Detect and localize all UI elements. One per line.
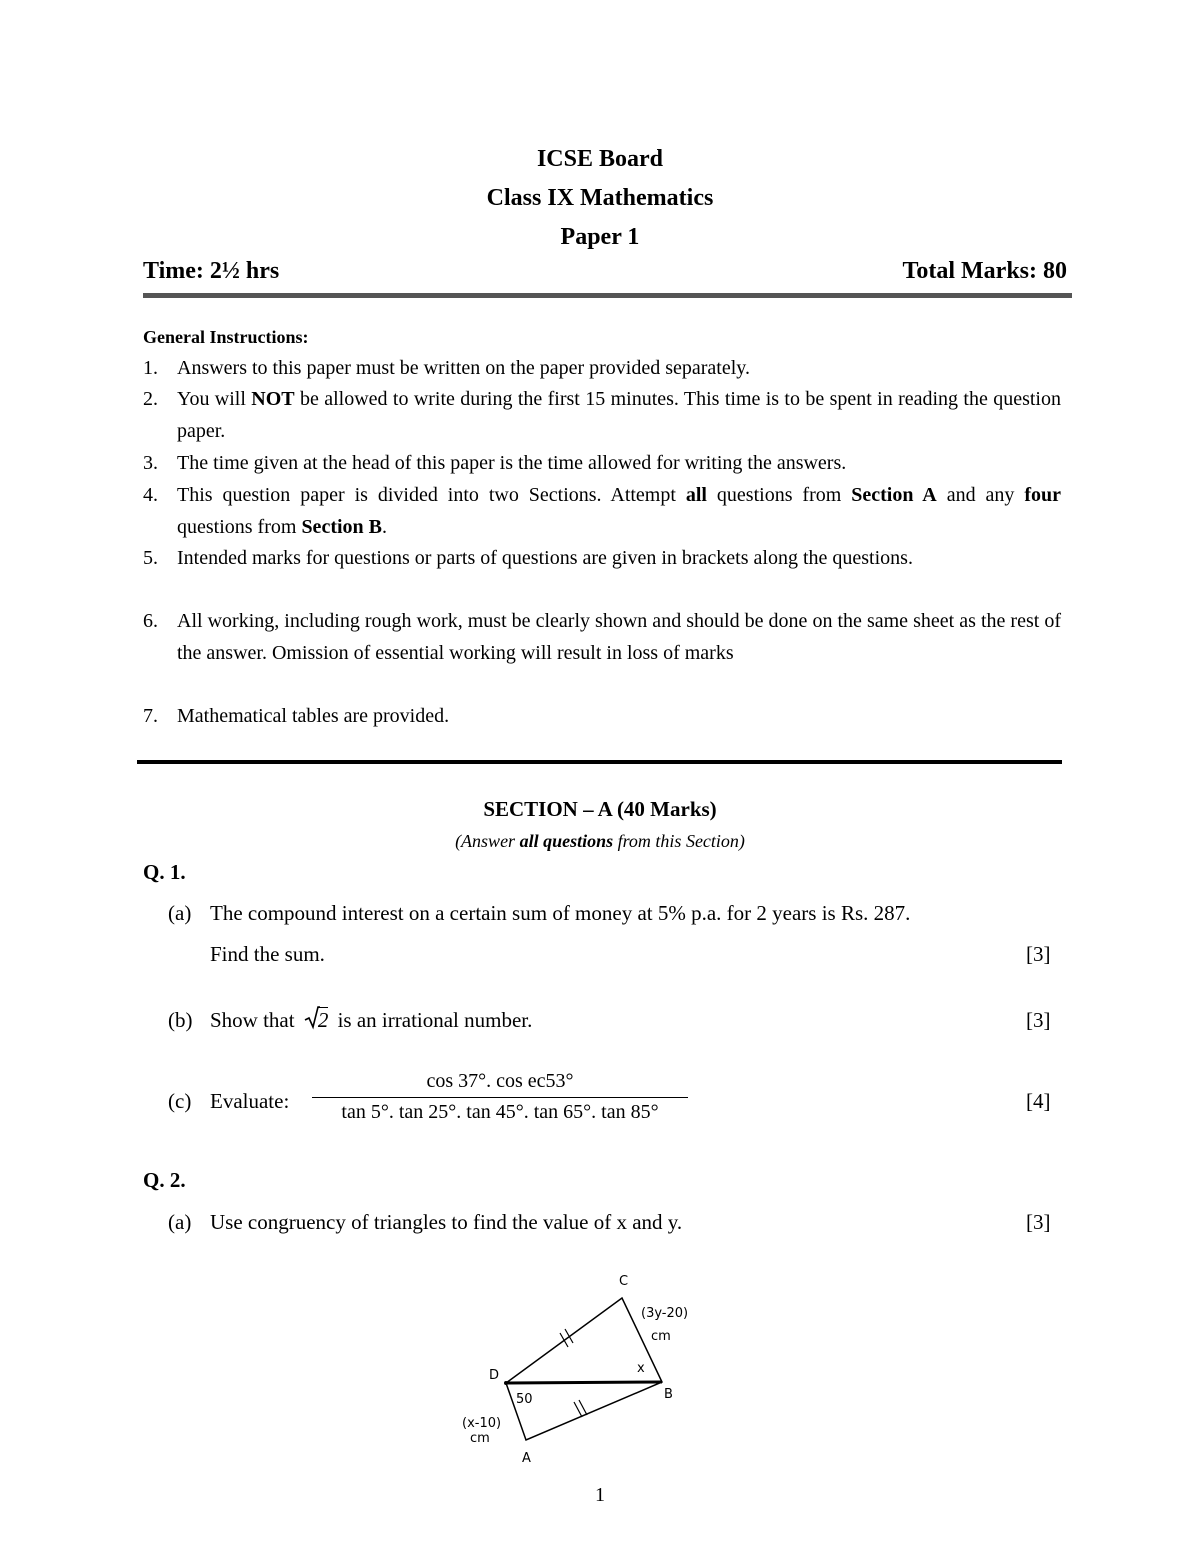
fraction-numerator: cos 37°. cos ec53°: [426, 1070, 574, 1092]
page-number: 1: [595, 1484, 605, 1506]
instruction-number: 2.: [143, 388, 158, 410]
fraction-denominator: tan 5°. tan 25°. tan 45°. tan 65°. tan 85°: [341, 1101, 659, 1123]
triangle-diagram: [440, 1265, 740, 1470]
label-cb-unit: cm: [651, 1329, 671, 1344]
label-b: B: [664, 1387, 673, 1402]
sqrt-symbol: 2: [304, 1008, 329, 1033]
board-title: ICSE Board: [536, 146, 664, 172]
q1a-text: The compound interest on a certain sum of money at 5% p.a. for 2 years is Rs. 287.: [210, 901, 911, 925]
question-1-label: Q. 1.: [143, 860, 186, 884]
section-a-title: SECTION – A (40 Marks): [483, 797, 717, 821]
label-d: D: [489, 1368, 500, 1383]
subject-title: Class IX Mathematics: [486, 185, 714, 211]
instructions-heading: General Instructions:: [143, 327, 309, 347]
point-d: [504, 1381, 508, 1385]
instruction-item: [143, 384, 1061, 447]
time-allowed: Time: 2½ hrs: [143, 258, 280, 284]
label-c: C: [619, 1274, 629, 1289]
q2a-label: (a): [168, 1210, 192, 1234]
label-cb-length: (3y-20): [641, 1306, 689, 1321]
instruction-text: You will NOT be allowed to write during the first 15 minutes. This time is to be spent in reading the question paper.: [177, 388, 1061, 442]
paper-title: Paper 1: [560, 224, 640, 250]
instruction-item: [143, 353, 1061, 385]
instruction-item: [143, 606, 1061, 669]
q1b-text: Show that 2 is an irrational number.: [210, 1008, 533, 1032]
q1c-text: Evaluate:: [210, 1089, 290, 1113]
q2a-text: Use congruency of triangles to find the value of x and y.: [210, 1210, 683, 1234]
instruction-number: 5.: [143, 547, 158, 569]
header-rule: [143, 293, 1072, 298]
instruction-text: Mathematical tables are provided.: [177, 705, 450, 727]
instruction-text: This question paper is divided into two Sections. Attempt all questions from Section A and any four questions from Section B.: [177, 484, 1061, 538]
instruction-number: 1.: [143, 357, 158, 379]
fraction-bar: [312, 1097, 688, 1098]
instruction-text: Intended marks for questions or parts of questions are given in brackets along the questions.: [177, 547, 913, 569]
question-2-label: Q. 2.: [143, 1168, 186, 1192]
diagonal-db: [506, 1382, 662, 1383]
label-angle-x: x: [637, 1361, 645, 1376]
total-marks: Total Marks: 80: [902, 258, 1067, 284]
label-da-length: (x-10): [462, 1416, 502, 1431]
instruction-text: The time given at the head of this paper is the time allowed for writing the answers.: [177, 452, 847, 474]
q1a-text-line2: Find the sum.: [210, 942, 325, 966]
q1c-label: (c): [168, 1089, 192, 1113]
instruction-text: Answers to this paper must be written on the paper provided separately.: [177, 357, 750, 379]
q1c-fraction: [312, 1070, 688, 1124]
section-rule: [137, 760, 1062, 764]
section-a-subtitle: (Answer all questions from this Section): [455, 831, 745, 851]
tick-mark: [565, 1329, 573, 1343]
instruction-number: 6.: [143, 610, 158, 632]
instruction-item: [143, 448, 1061, 480]
q1b-marks: [3]: [1026, 1008, 1051, 1032]
label-a: A: [522, 1451, 531, 1466]
q1a-marks: [3]: [1026, 942, 1051, 966]
instruction-text: All working, including rough work, must be clearly shown and should be done on the same sheet as the rest of the answer. Omission of essential working will result in loss of marks: [177, 610, 1061, 664]
instruction-number: 3.: [143, 452, 158, 474]
instruction-item: [143, 543, 1061, 575]
label-angle-50: 50: [516, 1392, 533, 1407]
label-da-unit: cm: [470, 1431, 490, 1446]
tick-mark: [560, 1333, 568, 1347]
q1c-marks: [4]: [1026, 1089, 1051, 1113]
instruction-item: [143, 480, 1061, 543]
instruction-number: 4.: [143, 484, 158, 506]
q1a-label: (a): [168, 901, 192, 925]
q1b-label: (b): [168, 1008, 193, 1032]
instruction-item: [143, 701, 1061, 733]
radical-sign-icon: [304, 1006, 320, 1030]
q2a-marks: [3]: [1026, 1210, 1051, 1234]
instruction-number: 7.: [143, 705, 158, 727]
